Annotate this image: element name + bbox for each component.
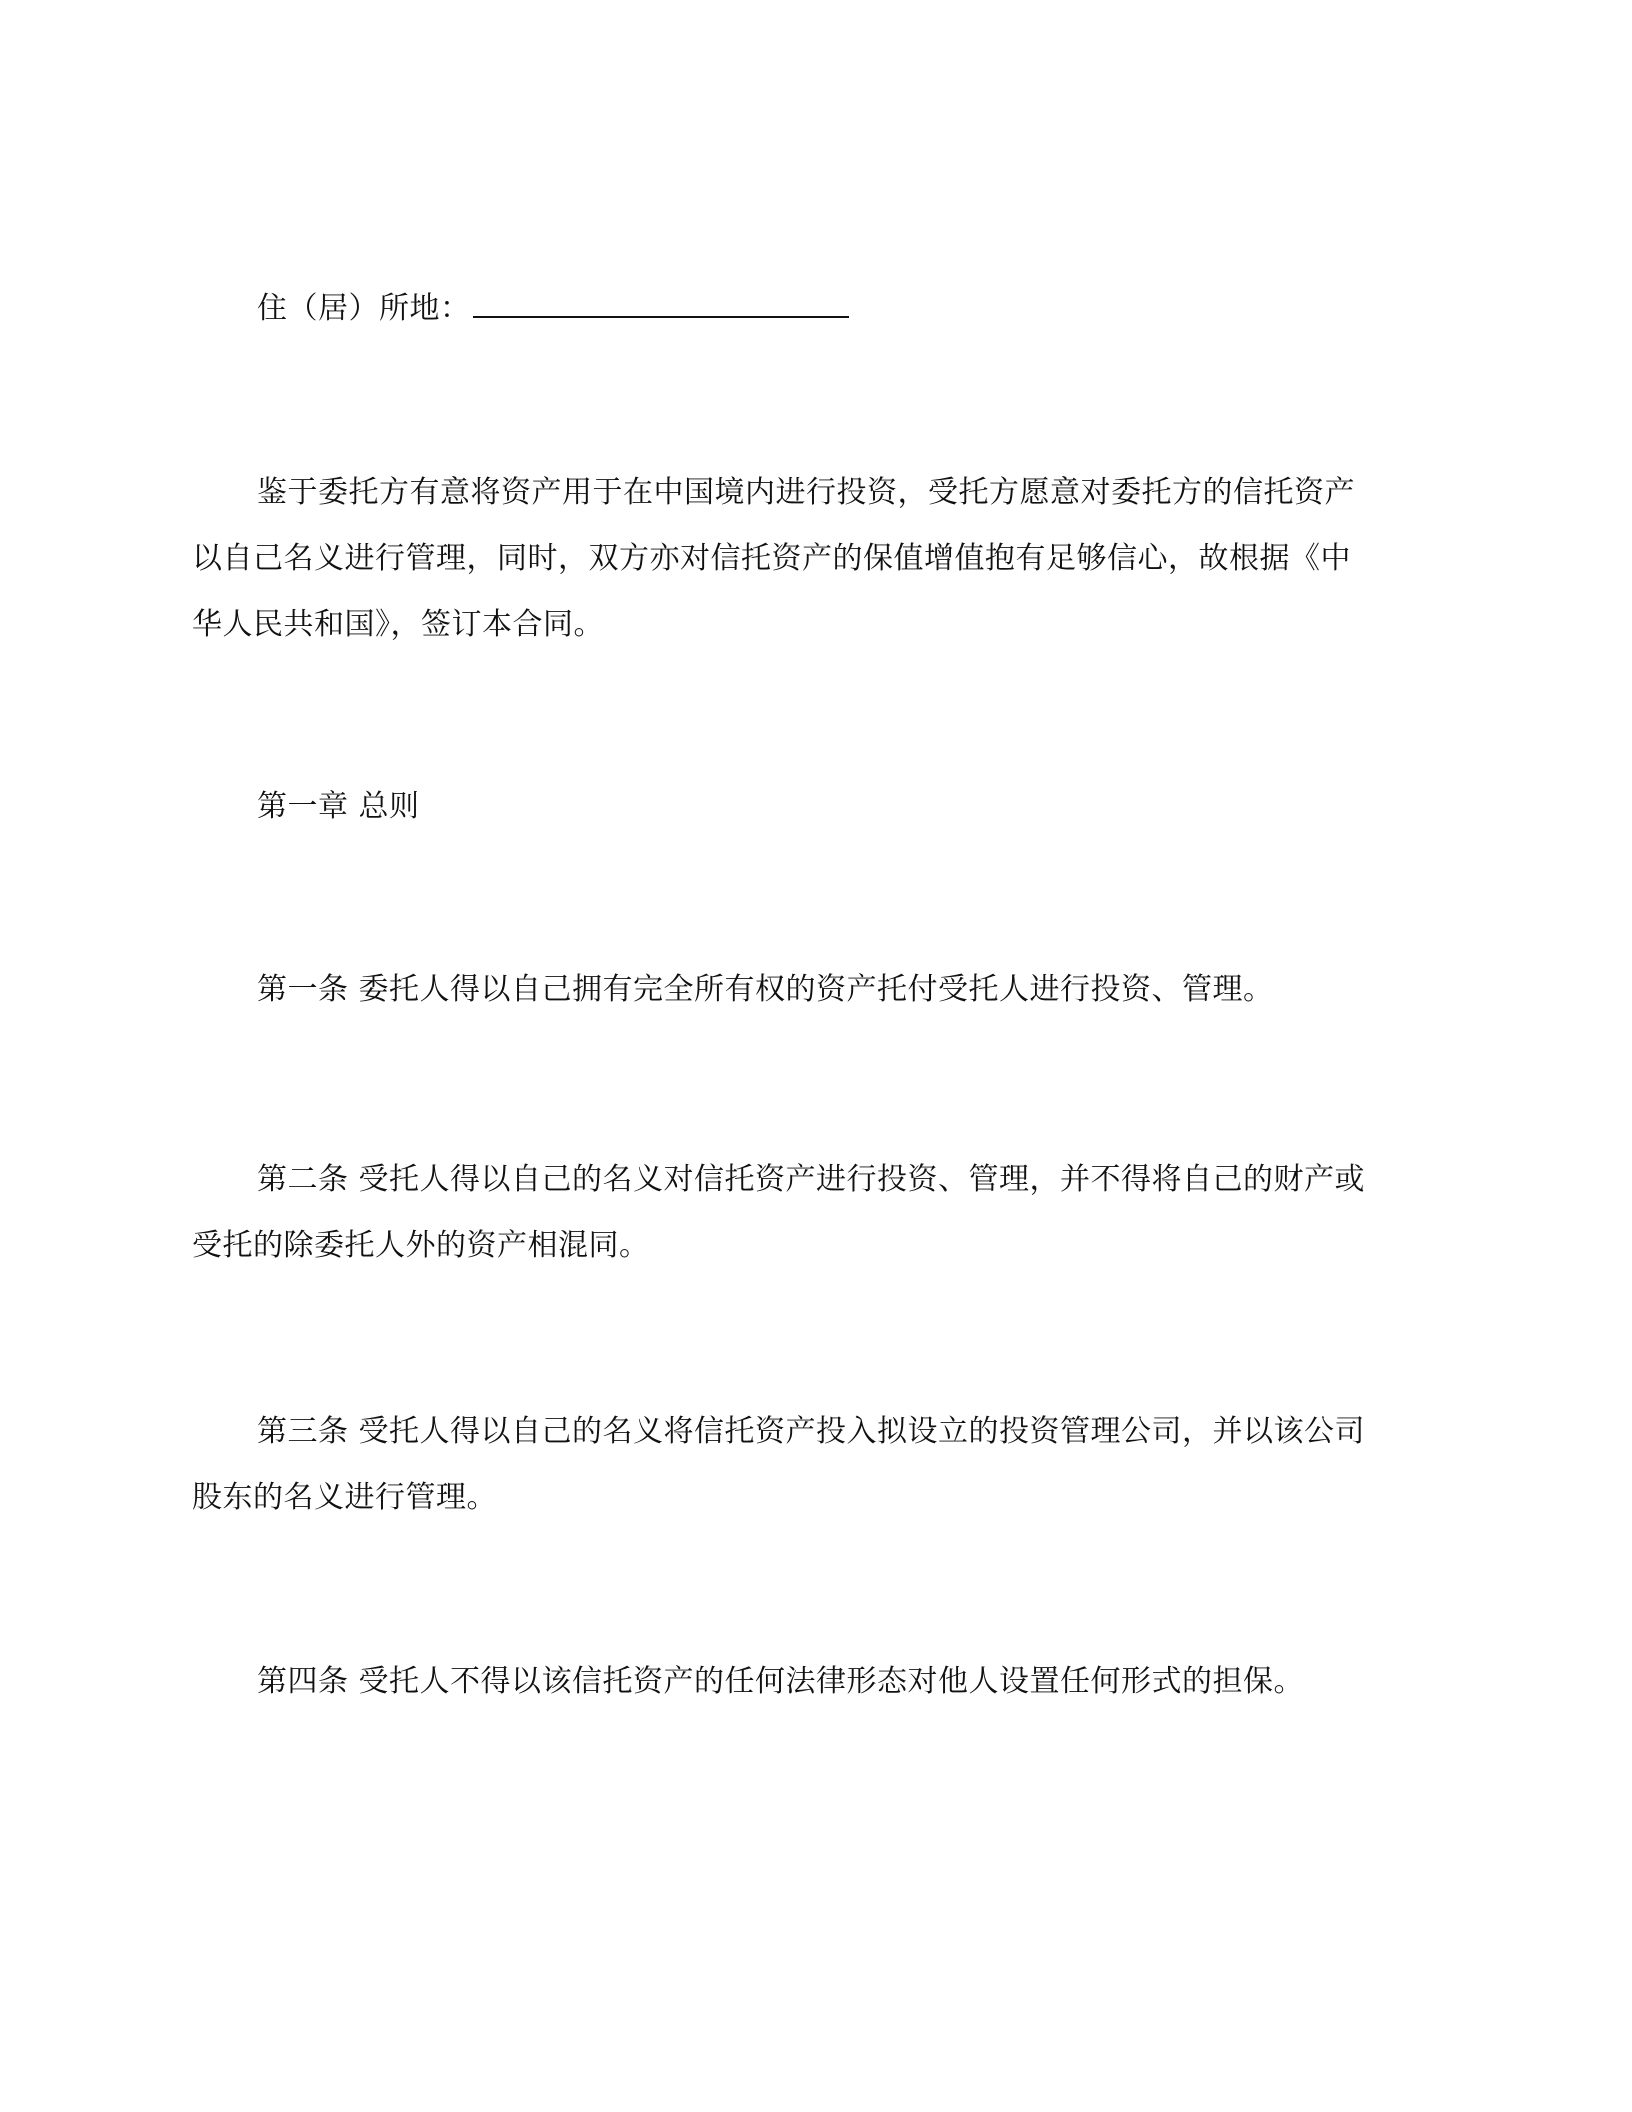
address-blank[interactable]: [473, 282, 849, 318]
article-4: [192, 1649, 1412, 1715]
preamble-paragraph: [192, 460, 1412, 658]
article-1: [192, 957, 1412, 1023]
article-3: [192, 1399, 1412, 1531]
chapter-title: 第一章 总则: [257, 789, 420, 824]
preamble-line-1: 鉴于委托方有意将资产用于在中国境内进行投资，受托方愿意对委托方的信托资产: [257, 475, 1355, 510]
article-4-line-1: 第四条 受托人不得以该信托资产的任何法律形态对他人设置任何形式的担保。: [257, 1664, 1305, 1699]
article-3-line-2: 股东的名义进行管理。: [192, 1480, 497, 1515]
article-2-line-1: 第二条 受托人得以自己的名义对信托资产进行投资、管理，并不得将自己的财产或: [257, 1162, 1366, 1197]
article-1-line-1: 第一条 委托人得以自己拥有完全所有权的资产托付受托人进行投资、管理。: [257, 972, 1274, 1007]
address-label: 住（居）所地：: [257, 291, 471, 326]
address-field: [257, 282, 849, 334]
article-3-line-1: 第三条 受托人得以自己的名义将信托资产投入拟设立的投资管理公司，并以该公司: [257, 1414, 1366, 1449]
article-2: [192, 1147, 1412, 1279]
article-2-line-2: 受托的除委托人外的资产相混同。: [192, 1228, 650, 1263]
preamble-line-2: 以自己名义进行管理，同时，双方亦对信托资产的保值增值抱有足够信心，故根据《中: [192, 541, 1351, 576]
preamble-line-3: 华人民共和国》，签订本合同。: [192, 607, 604, 642]
